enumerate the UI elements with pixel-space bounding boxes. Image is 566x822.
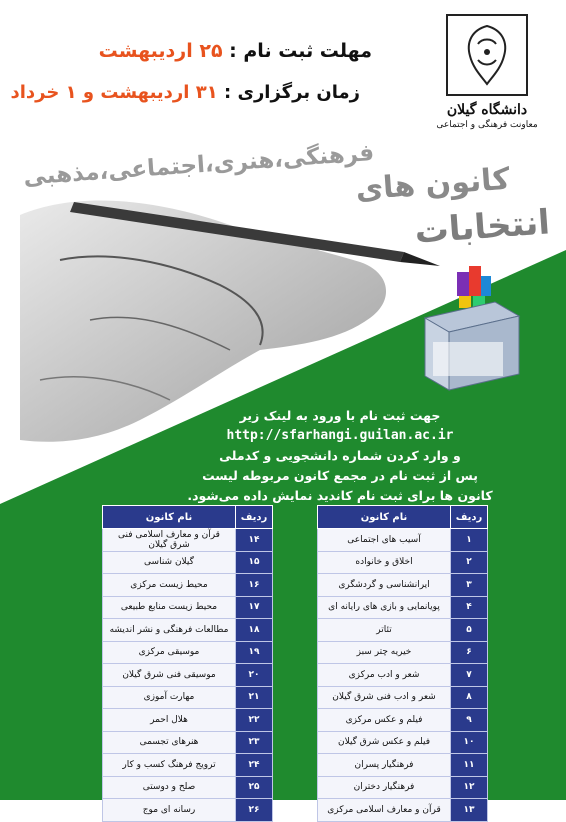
info-line-4: کانون ها برای ثبت نام کاندید نمایش داده می‌شود. xyxy=(187,488,493,503)
table-row xyxy=(103,574,273,597)
row-number: ۱۳ xyxy=(451,799,488,822)
table-header xyxy=(103,506,273,529)
kanun-name: شعر و ادب مرکزی xyxy=(318,664,451,687)
table-row xyxy=(318,754,488,777)
table-row xyxy=(103,754,273,777)
row-number: ۵ xyxy=(451,619,488,642)
ballot-box-icon xyxy=(415,266,527,396)
row-number: ۲ xyxy=(451,551,488,574)
row-number: ۱۴ xyxy=(236,529,273,552)
holding-value: ۳۱ اردیبهشت و ۱ خرداد xyxy=(10,82,218,103)
kanun-name: آسیب های اجتماعی xyxy=(318,529,451,552)
row-number: ۱۵ xyxy=(236,551,273,574)
kanun-name: صلح و دوستی xyxy=(103,776,236,799)
table-row xyxy=(318,551,488,574)
kanun-name: محیط زیست منابع طبیعی xyxy=(103,596,236,619)
row-number: ۱۰ xyxy=(451,731,488,754)
table-row xyxy=(318,776,488,799)
table-row xyxy=(103,709,273,732)
table-row xyxy=(103,529,273,552)
kanun-name: اخلاق و خانواده xyxy=(318,551,451,574)
table-row xyxy=(103,776,273,799)
kanun-name: خیریه چتر سبز xyxy=(318,641,451,664)
kanun-name: موسیقی فنی شرق گیلان xyxy=(103,664,236,687)
university-subtitle: معاونت فرهنگی و اجتماعی xyxy=(436,120,538,130)
row-number: ۱۲ xyxy=(451,776,488,799)
holding-date xyxy=(10,82,360,103)
row-number: ۱۶ xyxy=(236,574,273,597)
table-row xyxy=(103,596,273,619)
row-number: ۱۸ xyxy=(236,619,273,642)
registration-link[interactable]: http://sfarhangi.guilan.ac.ir xyxy=(226,428,454,443)
kanun-name: گیلان شناسی xyxy=(103,551,236,574)
kanun-name: فرهنگیار دختران xyxy=(318,776,451,799)
table-header xyxy=(318,506,488,529)
kanun-name: رسانه ای موج xyxy=(103,799,236,822)
row-number: ۲۶ xyxy=(236,799,273,822)
deadline-value: ۲۵ اردیبهشت xyxy=(98,40,223,62)
row-number: ۱۹ xyxy=(236,641,273,664)
university-name: دانشگاه گیلان xyxy=(446,102,528,118)
table-row xyxy=(318,731,488,754)
table-row xyxy=(318,686,488,709)
kanun-name: فیلم و عکس مرکزی xyxy=(318,709,451,732)
row-number: ۴ xyxy=(451,596,488,619)
row-number: ۳ xyxy=(451,574,488,597)
row-number: ۱ xyxy=(451,529,488,552)
kanun-name: محیط زیست مرکزی xyxy=(103,574,236,597)
kanun-table-right xyxy=(317,505,488,822)
kanun-name: شعر و ادب فنی شرق گیلان xyxy=(318,686,451,709)
row-number: ۷ xyxy=(451,664,488,687)
row-number: ۲۵ xyxy=(236,776,273,799)
header-name: نام کانون xyxy=(318,506,451,529)
table-row xyxy=(318,664,488,687)
kanun-name: هنرهای تجسمی xyxy=(103,731,236,754)
row-number: ۹ xyxy=(451,709,488,732)
row-number: ۸ xyxy=(451,686,488,709)
row-number: ۲۱ xyxy=(236,686,273,709)
table-row xyxy=(318,641,488,664)
kanun-name: هلال احمر xyxy=(103,709,236,732)
kanun-name: مطالعات فرهنگی و نشر اندیشه xyxy=(103,619,236,642)
table-row xyxy=(103,731,273,754)
kanun-name: پویانمایی و بازی های رایانه ای xyxy=(318,596,451,619)
deadline-label: مهلت ثبت نام : xyxy=(229,40,372,62)
kanun-name: موسیقی مرکزی xyxy=(103,641,236,664)
table-row xyxy=(103,799,273,822)
row-number: ۶ xyxy=(451,641,488,664)
university-logo xyxy=(432,14,542,130)
row-number: ۲۳ xyxy=(236,731,273,754)
row-number: ۱۷ xyxy=(236,596,273,619)
table-row xyxy=(318,596,488,619)
headline-elections: انتخابات xyxy=(413,202,552,252)
table-row xyxy=(318,574,488,597)
row-number: ۲۰ xyxy=(236,664,273,687)
kanun-table-left xyxy=(102,505,273,822)
kanun-name: ترویج فرهنگ کسب و کار xyxy=(103,754,236,777)
headline-kanun: کانون های xyxy=(354,161,511,208)
table-row xyxy=(318,709,488,732)
kanun-name: تئاتر xyxy=(318,619,451,642)
info-line-2: و وارد کردن شماره دانشجویی و کدملی xyxy=(219,448,461,463)
row-number: ۲۲ xyxy=(236,709,273,732)
kanun-name: قرآن و معارف اسلامی مرکزی xyxy=(318,799,451,822)
holding-label: زمان برگزاری : xyxy=(223,82,360,103)
registration-deadline xyxy=(72,40,372,62)
row-number: ۲۴ xyxy=(236,754,273,777)
table-row xyxy=(103,619,273,642)
table-row xyxy=(103,551,273,574)
headline-categories: فرهنگی،هنری،اجتماعی،مذهبی xyxy=(22,140,375,191)
header-name: نام کانون xyxy=(103,506,236,529)
info-line-3: پس از ثبت نام در مجمع کانون مربوطه لیست xyxy=(202,468,478,483)
table-row xyxy=(103,686,273,709)
table-row xyxy=(103,664,273,687)
table-row xyxy=(103,641,273,664)
table-row xyxy=(318,529,488,552)
row-number: ۱۱ xyxy=(451,754,488,777)
kanun-name: فیلم و عکس شرق گیلان xyxy=(318,731,451,754)
kanun-name: ایرانشناسی و گردشگری xyxy=(318,574,451,597)
info-line-1: جهت ثبت نام با ورود به لینک زیر xyxy=(239,408,441,423)
university-emblem-icon xyxy=(446,14,528,96)
kanun-name: فرهنگیار پسران xyxy=(318,754,451,777)
table-row xyxy=(318,799,488,822)
registration-info xyxy=(150,406,530,506)
kanun-name: مهارت آموزی xyxy=(103,686,236,709)
table-row xyxy=(318,619,488,642)
kanun-name: قرآن و معارف اسلامی فنی شرق گیلان xyxy=(103,529,236,552)
header-row-num: ردیف xyxy=(236,506,273,529)
header-row-num: ردیف xyxy=(451,506,488,529)
